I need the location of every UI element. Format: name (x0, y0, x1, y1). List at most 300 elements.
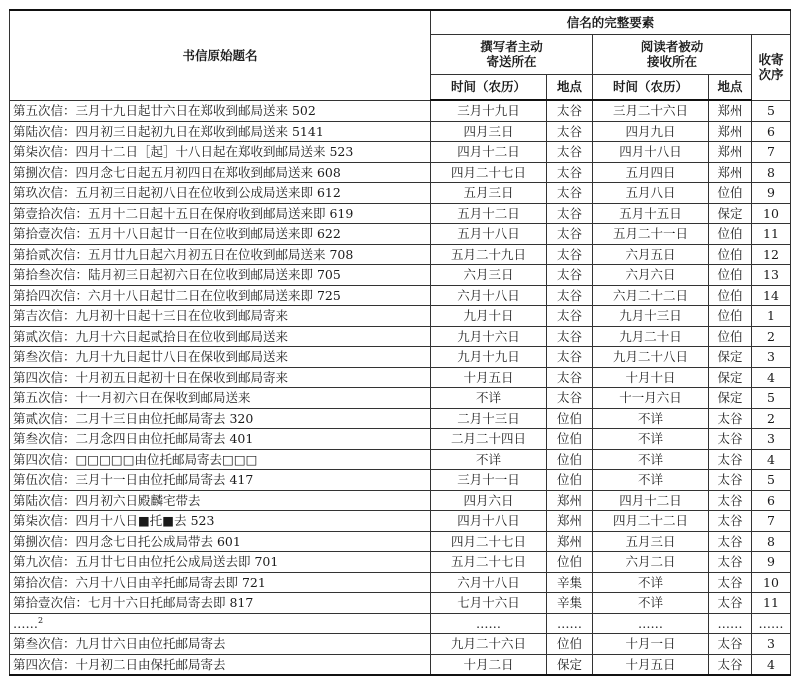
table-row (10, 470, 791, 491)
header-writer-group (431, 34, 593, 74)
writer-time-cell-text: 五月十八日 (457, 226, 520, 242)
reader-time-cell-text: 不详 (637, 410, 663, 426)
letter-title-cell (10, 634, 431, 655)
header-reader-group (593, 34, 752, 74)
reader-place-cell-text: 位伯 (717, 185, 743, 201)
writer-place-cell (547, 142, 593, 163)
writer-place-cell-text: 保定 (556, 656, 582, 672)
reader-time-cell-text: 九月二十八日 (612, 349, 688, 365)
writer-place-cell-text: 位伯 (556, 410, 582, 426)
writer-time-cell-text: 六月十八日 (457, 287, 520, 303)
writer-place-cell-text: 太谷 (556, 246, 582, 262)
reader-place-cell (709, 593, 752, 614)
writer-time-cell (431, 511, 547, 532)
order-cell-text: 7 (767, 513, 775, 529)
reader-place-cell-text: 太谷 (717, 656, 743, 672)
reader-time-cell (593, 285, 709, 306)
reader-time-cell (593, 408, 709, 429)
order-cell-text: 2 (767, 328, 775, 344)
writer-time-cell (431, 531, 547, 552)
reader-place-cell-text: 太谷 (717, 636, 743, 652)
writer-time-cell-text: 不详 (475, 390, 501, 406)
reader-place-cell (709, 613, 752, 634)
order-cell-text: …… (758, 615, 784, 631)
writer-place-cell-text: 太谷 (556, 164, 582, 180)
order-cell (752, 224, 791, 245)
writer-time-cell (431, 449, 547, 470)
reader-time-cell (593, 613, 709, 634)
reader-place-cell (709, 634, 752, 655)
writer-time-cell (431, 100, 547, 121)
reader-time-cell (593, 203, 709, 224)
writer-time-cell-text: 三月十一日 (457, 472, 520, 488)
writer-place-cell (547, 100, 593, 121)
order-cell-text: 3 (767, 431, 775, 447)
letter-title-cell (10, 121, 431, 142)
writer-place-cell (547, 511, 593, 532)
writer-place-cell-text: 太谷 (556, 390, 582, 406)
reader-time-cell-text: 六月二日 (625, 554, 676, 570)
writer-time-cell-text: 十月二日 (463, 656, 514, 672)
writer-time-cell-text: 七月十六日 (457, 595, 520, 611)
writer-place-cell-text: 辛集 (556, 574, 582, 590)
writer-place-cell (547, 203, 593, 224)
letter-title-cell (10, 429, 431, 450)
letter-title-cell-text: 第叁次信：二月念四日由位托邮局寄去 401 (13, 431, 254, 447)
order-cell (752, 326, 791, 347)
order-cell (752, 347, 791, 368)
table-header (10, 10, 791, 100)
reader-time-cell-text: 五月二十一日 (612, 226, 688, 242)
order-cell-text: 7 (767, 144, 775, 160)
writer-place-cell (547, 224, 593, 245)
order-cell (752, 367, 791, 388)
reader-place-cell-text: 位伯 (717, 226, 743, 242)
writer-time-cell-text: 五月二十七日 (450, 554, 526, 570)
order-cell (752, 552, 791, 573)
letter-title-cell-text: 第壹拾次信：五月十二日起十五日在保府收到邮局送来即 619 (13, 205, 354, 221)
reader-time-cell-text: 四月九日 (625, 123, 676, 139)
reader-place-cell-text: 位伯 (717, 328, 743, 344)
table-row (10, 654, 791, 675)
reader-time-cell (593, 224, 709, 245)
letter-title-cell-text: 第捌次信：四月念七日起五月初四日在郑收到邮局送来 608 (13, 164, 341, 180)
order-cell-text: 4 (767, 369, 775, 385)
writer-place-cell (547, 552, 593, 573)
writer-place-cell (547, 244, 593, 265)
letter-title-cell-text: 第五次信：十一月初六日在保收到邮局送来 (13, 390, 251, 406)
writer-place-cell-text: 辛集 (556, 595, 582, 611)
writer-place-cell-text: 太谷 (556, 308, 582, 324)
letter-title-cell-text: 第拾壹次信：七月十六日托邮局寄去即 817 (13, 595, 254, 611)
order-cell-text: 8 (767, 164, 775, 180)
header-reader-line1: 阅读者被动 (640, 39, 704, 54)
letter-title-cell (10, 265, 431, 286)
reader-time-cell-text: 九月十三日 (619, 308, 682, 324)
writer-time-cell-text: 二月二十四日 (450, 431, 526, 447)
order-cell (752, 490, 791, 511)
reader-place-cell-text: 太谷 (717, 492, 743, 508)
order-cell-text: 10 (763, 205, 779, 221)
writer-place-cell (547, 306, 593, 327)
writer-time-cell-text: 六月十八日 (457, 574, 520, 590)
letter-title-cell (10, 162, 431, 183)
order-cell-text: 2 (767, 410, 775, 426)
writer-place-cell-text: 郑州 (556, 513, 582, 529)
order-cell-text: 4 (767, 451, 775, 467)
writer-place-cell-text: 位伯 (556, 636, 582, 652)
table-row (10, 326, 791, 347)
reader-time-cell (593, 265, 709, 286)
order-cell-text: 4 (767, 656, 775, 672)
reader-time-cell-text: …… (638, 615, 663, 631)
writer-time-cell (431, 470, 547, 491)
reader-place-cell (709, 162, 752, 183)
order-cell (752, 470, 791, 491)
writer-time-cell (431, 654, 547, 675)
reader-place-cell-text: 太谷 (717, 451, 743, 467)
writer-time-cell (431, 408, 547, 429)
reader-place-cell (709, 408, 752, 429)
letter-title-cell (10, 183, 431, 204)
writer-place-cell (547, 121, 593, 142)
reader-place-cell (709, 265, 752, 286)
reader-place-cell (709, 388, 752, 409)
order-cell (752, 634, 791, 655)
writer-time-cell-text: 四月二十七日 (450, 164, 526, 180)
letter-title-cell (10, 100, 431, 121)
reader-time-cell-text: 十月十日 (625, 369, 676, 385)
reader-place-cell (709, 531, 752, 552)
header-reader-place: 地点 (709, 74, 752, 100)
reader-time-cell-text: 五月三日 (625, 533, 676, 549)
letter-title-cell (10, 203, 431, 224)
table-row (10, 244, 791, 265)
reader-time-cell (593, 654, 709, 675)
writer-time-cell (431, 162, 547, 183)
order-cell (752, 429, 791, 450)
writer-time-cell (431, 552, 547, 573)
letter-title-cell-text: 第贰次信：二月十三日由位托邮局寄去 320 (13, 410, 254, 426)
reader-place-cell (709, 142, 752, 163)
reader-time-cell-text: 十一月六日 (619, 390, 682, 406)
order-cell-text: 9 (767, 185, 775, 201)
writer-time-cell-text: 九月十六日 (457, 328, 520, 344)
reader-place-cell (709, 367, 752, 388)
reader-time-cell-text: 九月二十日 (619, 328, 682, 344)
letter-title-cell (10, 654, 431, 675)
writer-time-cell-text: 四月三日 (463, 123, 514, 139)
writer-time-cell (431, 183, 547, 204)
order-cell (752, 306, 791, 327)
writer-place-cell-text: 位伯 (556, 451, 582, 467)
writer-place-cell (547, 470, 593, 491)
reader-place-cell (709, 306, 752, 327)
writer-place-cell-text: 位伯 (556, 431, 582, 447)
writer-place-cell-text: 位伯 (556, 554, 582, 570)
letter-title-cell (10, 285, 431, 306)
table-row (10, 203, 791, 224)
reader-place-cell-text: 保定 (717, 390, 743, 406)
order-cell (752, 121, 791, 142)
letter-title-cell-text: …… (13, 615, 38, 631)
order-cell (752, 285, 791, 306)
reader-place-cell-text: 太谷 (717, 554, 743, 570)
reader-time-cell (593, 429, 709, 450)
reader-time-cell-text: 十月一日 (625, 636, 676, 652)
reader-place-cell (709, 449, 752, 470)
order-cell (752, 531, 791, 552)
reader-time-cell (593, 531, 709, 552)
reader-time-cell (593, 388, 709, 409)
reader-time-cell (593, 347, 709, 368)
reader-place-cell (709, 552, 752, 573)
writer-time-cell-text: 四月十二日 (457, 144, 520, 160)
order-cell (752, 449, 791, 470)
reader-time-cell (593, 162, 709, 183)
table-row (10, 285, 791, 306)
letter-title-cell-text: 第吉次信：九月初十日起十三日在位收到邮局寄来 (13, 308, 289, 324)
reader-place-cell (709, 326, 752, 347)
letter-title-cell (10, 244, 431, 265)
table-row (10, 142, 791, 163)
reader-time-cell-text: 不详 (637, 431, 663, 447)
reader-time-cell (593, 490, 709, 511)
letter-title-cell (10, 326, 431, 347)
reader-place-cell-text: 太谷 (717, 513, 743, 529)
reader-place-cell (709, 100, 752, 121)
writer-place-cell (547, 367, 593, 388)
reader-place-cell (709, 203, 752, 224)
writer-time-cell (431, 593, 547, 614)
table-row (10, 183, 791, 204)
letter-title-cell-text: 第玖次信：五月初三日起初八日在位收到公成局送来即 612 (13, 185, 341, 201)
order-cell-text: 5 (767, 472, 775, 488)
order-cell-text: 10 (763, 574, 779, 590)
table-row (10, 408, 791, 429)
order-cell (752, 388, 791, 409)
letter-title-cell (10, 593, 431, 614)
header-writer-line1: 撰写者主动 (480, 39, 543, 54)
writer-time-cell (431, 244, 547, 265)
reader-time-cell (593, 306, 709, 327)
writer-place-cell (547, 429, 593, 450)
reader-time-cell (593, 470, 709, 491)
letter-title-cell-text: 第五次信：三月十九日起廿六日在郑收到邮局送来 502 (13, 103, 316, 118)
reader-time-cell (593, 121, 709, 142)
order-cell (752, 593, 791, 614)
writer-time-cell (431, 224, 547, 245)
writer-time-cell (431, 285, 547, 306)
table-row (10, 490, 791, 511)
order-cell (752, 572, 791, 593)
reader-time-cell (593, 367, 709, 388)
reader-place-cell-text: 郑州 (717, 164, 743, 180)
reader-place-cell (709, 121, 752, 142)
letter-title-cell-text: 第拾四次信：六月十八日起廿二日在位收到邮局送来即 725 (13, 287, 341, 303)
writer-time-cell (431, 429, 547, 450)
letter-title-cell-text: 第陆次信：四月初三日起初九日在郑收到邮局送来 5141 (13, 123, 324, 139)
letter-title-cell (10, 449, 431, 470)
reader-place-cell-text: 太谷 (717, 431, 743, 447)
order-cell-text: 8 (767, 533, 775, 549)
writer-place-cell-text: 太谷 (556, 349, 582, 365)
reader-time-cell-text: 不详 (637, 451, 663, 467)
reader-place-cell-text: 太谷 (717, 533, 743, 549)
order-cell (752, 100, 791, 121)
letter-title-cell (10, 470, 431, 491)
letter-title-cell-text: 第拾贰次信：五月廿九日起六月初五日在位收到邮局送来 708 (13, 246, 354, 262)
table-row (10, 162, 791, 183)
table-row (10, 593, 791, 614)
writer-time-cell-text: 九月十日 (463, 308, 514, 324)
writer-time-cell-text: 三月十九日 (457, 103, 520, 119)
table-row (10, 613, 791, 634)
letter-title-cell (10, 224, 431, 245)
writer-place-cell (547, 490, 593, 511)
writer-time-cell (431, 306, 547, 327)
writer-place-cell-text: 太谷 (556, 328, 582, 344)
reader-place-cell (709, 654, 752, 675)
reader-place-cell-text: 位伯 (717, 267, 743, 283)
header-writer-time: 时间（农历） (431, 74, 547, 100)
writer-time-cell-text: 六月三日 (463, 267, 514, 283)
letter-title-cell (10, 613, 431, 634)
reader-time-cell-text: 四月十八日 (619, 144, 682, 160)
letters-table (9, 9, 791, 676)
reader-place-cell-text: 保定 (717, 369, 743, 385)
letter-title-cell-text: 第叁次信：九月十九日起廿八日在保收到邮局送来 (13, 349, 289, 365)
reader-place-cell (709, 183, 752, 204)
table-row (10, 634, 791, 655)
writer-time-cell-text: 九月十九日 (457, 349, 520, 365)
reader-place-cell (709, 285, 752, 306)
writer-place-cell (547, 449, 593, 470)
writer-time-cell-text: 五月十二日 (457, 205, 520, 221)
order-cell-text: 13 (763, 267, 779, 283)
order-cell (752, 511, 791, 532)
order-cell-text: 11 (763, 595, 779, 611)
writer-time-cell (431, 388, 547, 409)
table-row (10, 429, 791, 450)
table-row (10, 388, 791, 409)
table-row (10, 367, 791, 388)
reader-time-cell (593, 183, 709, 204)
writer-time-cell-text: 不详 (475, 451, 501, 467)
writer-place-cell (547, 326, 593, 347)
reader-time-cell-text: 不详 (637, 595, 663, 611)
reader-place-cell-text: 太谷 (717, 595, 743, 611)
table-row (10, 306, 791, 327)
writer-place-cell (547, 183, 593, 204)
writer-place-cell (547, 388, 593, 409)
reader-time-cell (593, 511, 709, 532)
reader-time-cell-text: 五月十五日 (619, 205, 682, 221)
reader-time-cell-text: 十月五日 (625, 656, 676, 672)
reader-place-cell (709, 511, 752, 532)
writer-time-cell (431, 347, 547, 368)
letter-title-cell (10, 408, 431, 429)
writer-time-cell (431, 367, 547, 388)
order-cell (752, 408, 791, 429)
writer-time-cell (431, 121, 547, 142)
reader-time-cell (593, 244, 709, 265)
writer-time-cell (431, 634, 547, 655)
reader-time-cell-text: 五月四日 (625, 164, 676, 180)
reader-time-cell-text: 六月六日 (625, 267, 676, 283)
writer-time-cell-text: 二月十三日 (457, 410, 520, 426)
reader-time-cell (593, 572, 709, 593)
order-cell (752, 162, 791, 183)
reader-time-cell-text: 四月十二日 (619, 492, 682, 508)
reader-place-cell-text: 太谷 (717, 574, 743, 590)
reader-time-cell-text: 四月二十二日 (612, 513, 688, 529)
letter-title-cell (10, 552, 431, 573)
writer-place-cell-text: 太谷 (556, 369, 582, 385)
reader-time-cell (593, 552, 709, 573)
reader-place-cell (709, 490, 752, 511)
writer-time-cell-text: 九月二十六日 (450, 636, 526, 652)
reader-place-cell-text: 保定 (717, 205, 743, 221)
order-cell-text: 6 (767, 492, 775, 508)
letter-title-cell-text: 第捌次信：四月念七日托公成局带去 601 (13, 533, 241, 549)
reader-place-cell-text: …… (717, 615, 743, 631)
letter-title-cell (10, 388, 431, 409)
writer-time-cell (431, 203, 547, 224)
header-order-line2: 次序 (758, 67, 784, 82)
letter-title-cell-text: 第九次信：五月廿七日由位托公成局送去即 701 (13, 554, 279, 570)
order-cell (752, 613, 791, 634)
header-reader-line2: 接收所在 (646, 54, 697, 69)
writer-time-cell (431, 326, 547, 347)
order-cell-text: 1 (767, 308, 775, 324)
order-cell-text: 9 (767, 554, 775, 570)
writer-place-cell (547, 285, 593, 306)
letter-title-cell (10, 511, 431, 532)
reader-place-cell (709, 347, 752, 368)
writer-place-cell (547, 265, 593, 286)
letter-title-cell (10, 306, 431, 327)
table-row (10, 449, 791, 470)
reader-place-cell (709, 244, 752, 265)
letter-title-cell (10, 572, 431, 593)
writer-place-cell-text: 太谷 (556, 287, 582, 303)
writer-time-cell-text: 四月十八日 (457, 513, 520, 529)
table-row (10, 347, 791, 368)
letter-title-cell-text: 第柒次信：四月十二日［起］十八日起在郑收到邮局送来 523 (13, 144, 354, 160)
letter-title-cell-text: 第拾叁次信：陆月初三日起初六日在位收到邮局送来即 705 (13, 267, 341, 283)
writer-time-cell (431, 572, 547, 593)
order-cell (752, 265, 791, 286)
header-group: 信名的完整要素 (431, 10, 791, 34)
writer-place-cell (547, 613, 593, 634)
reader-time-cell-text: 六月二十二日 (612, 287, 688, 303)
letter-title-cell-text: 第伍次信：三月十一日由位托邮局寄去 417 (13, 472, 254, 488)
reader-place-cell-text: 位伯 (717, 308, 743, 324)
writer-time-cell (431, 265, 547, 286)
reader-place-cell (709, 572, 752, 593)
reader-time-cell (593, 100, 709, 121)
order-cell (752, 244, 791, 265)
writer-time-cell-text: …… (476, 615, 501, 631)
letter-title-cell-text: 第拾次信：六月十八日由辛托邮局寄去即 721 (13, 574, 266, 590)
reader-time-cell-text: 五月八日 (625, 185, 676, 201)
order-cell (752, 183, 791, 204)
table-row (10, 511, 791, 532)
letter-title-cell (10, 490, 431, 511)
header-title-col: 书信原始题名 (10, 10, 431, 100)
table-body (10, 100, 791, 675)
